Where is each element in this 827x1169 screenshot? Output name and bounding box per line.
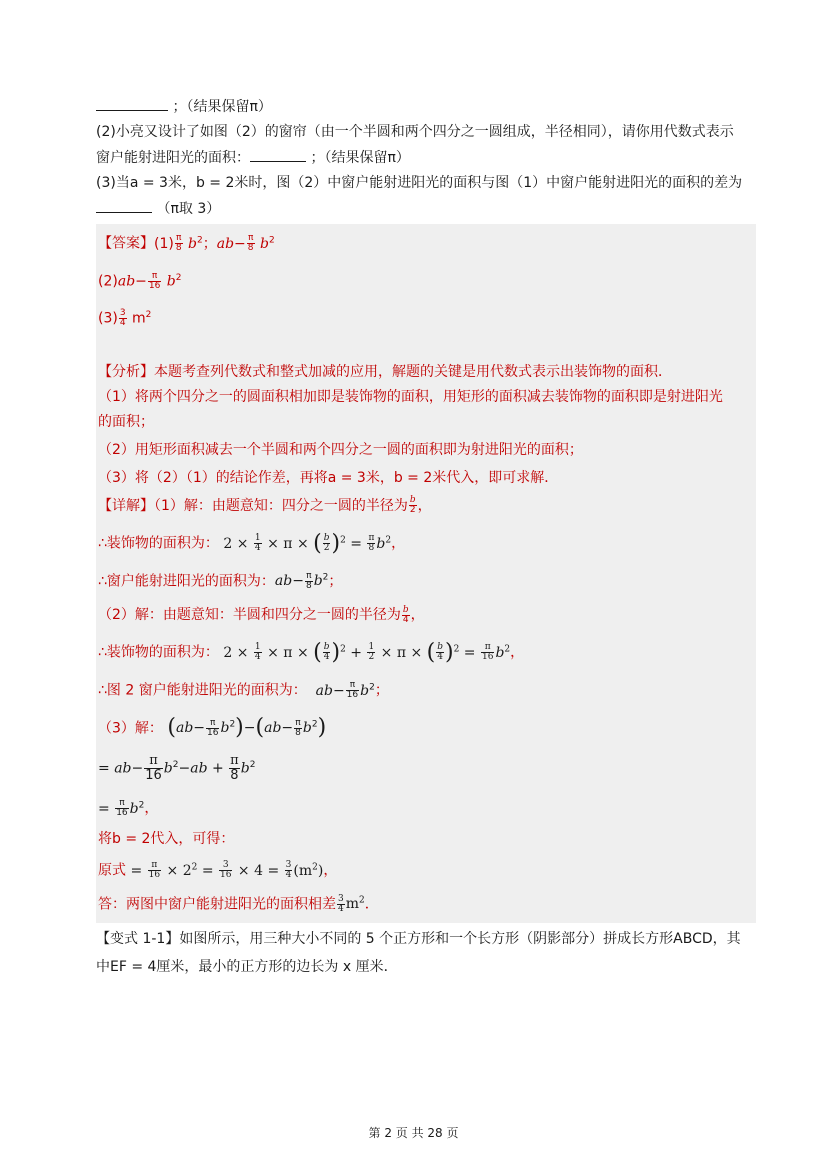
solution-box	[96, 224, 756, 923]
detail-s4: （2）解：由题意知：半圆和四分之一圆的半径为 $\frac{b}{4}$ ，	[98, 604, 425, 625]
question-line-5: （π取 3）	[96, 198, 756, 219]
detail-label: 【详解】	[98, 497, 154, 514]
detail-s6: ∴图 2 窗户能射进阳光的面积为： ab− $\frac{\pi}{16}$ $b^2$；	[98, 680, 389, 701]
detail-s9: = $\frac{\pi}{16}$ $b^2$，	[98, 798, 159, 819]
question-line-2: (2)小亮又设计了如图（2）的窗帘（由一个半圆和两个四分之一圆组成，半径相同），请你用代数式表示	[96, 124, 734, 140]
question-line-3: 窗户能射进阳光的面积： ；（结果保留π）	[96, 147, 756, 168]
detail-s2: ∴装饰物的面积为： 2 × $\frac{1}{4}$ × π × ( $\frac{b}{2}$ )$^2$ = $\frac{\pi}{8}$ $b^2$，	[98, 530, 406, 556]
detail-s7: （3）解： (ab− $\frac{\pi}{16}$ $b^2)-(ab-$ $\frac{\pi}{8}$ $b^2$)	[98, 715, 327, 741]
answer-blank	[250, 147, 306, 162]
page-footer: 第 2 页 共 28 页	[368, 1126, 459, 1140]
detail-s11: 原式 = $\frac{\pi}{16}$ × $2^2$ = $\frac{3}{16}$ × 4 = $\frac{3}{4}$ $(m^2)$，	[98, 860, 338, 881]
detail-s3: ∴窗户能射进阳光的面积为：ab− $\frac{\pi}{8}$ $b^2$；	[98, 570, 343, 591]
analysis-label: 【分析】	[98, 363, 154, 380]
detail-s5: ∴装饰物的面积为： 2 × $\frac{1}{4}$ × π × ( $\frac{b}{4}$ )$^2$ + $\frac{1}{2}$ × π × ( $\frac{b}{4}$ )$^2$ = $\frac{\pi}{16}$ $b^2$，	[98, 639, 525, 665]
answer-label: 【答案】	[98, 235, 154, 252]
answer-1-content: (1) $\frac{\pi}{8}$ $b^2$；ab− $\frac{\pi}{8}$ $b^2$	[154, 233, 275, 254]
detail-s10: 将b = 2代入，可得：	[98, 830, 235, 847]
detail-s8: = ab− $\frac{\pi}{16}$ $b^2-ab$ + $\frac{\pi}{8}$ $b^2$	[98, 753, 256, 784]
analysis-p1a: （1）将两个四分之一的圆面积相加即是装饰物的面积，用矩形的面积减去装饰物的面积即是射进阳光	[98, 388, 723, 405]
document-page	[96, 96, 756, 982]
analysis-line: 【分析】本题考查列代数式和整式加减的应用，解题的关键是用代数式表示出装饰物的面积．	[98, 363, 672, 380]
answer-2: (2)ab− $\frac{\pi}{16}$ $b^2$	[98, 270, 182, 291]
analysis-p3: （3）将（2）（1）的结论作差，再将a = 3米，b = 2米代入，即可求解．	[98, 469, 559, 486]
answer-1	[98, 230, 756, 254]
variant-line-1: 【变式 1-1】如图所示，用三种大小不同的 5 个正方形和一个长方形（阴影部分）拼成长方形ABCD，其	[96, 931, 741, 948]
detail-s1: 【详解】（1）解：由题意知：四分之一圆的半径为 $\frac{b}{2}$ ，	[98, 495, 432, 516]
answer-blank	[96, 96, 168, 111]
analysis-p2: （2）用矩形面积减去一个半圆和两个四分之一圆的面积即为射进阳光的面积；	[98, 441, 583, 458]
variant-line-2: 中EF = 4厘米，最小的正方形的边长为 x 厘米．	[96, 959, 398, 976]
variant-label: 【变式 1-1】	[96, 931, 180, 948]
detail-s12: 答：两图中窗户能射进阳光的面积相差 $\frac{3}{4}$ $m^2$．	[98, 893, 379, 914]
question-line-4: (3)当a = 3米，b = 2米时，图（2）中窗户能射进阳光的面积与图（1）中窗户能射进阳光的面积的差为	[96, 175, 743, 191]
analysis-p1b: 的面积；	[98, 413, 154, 430]
answer-blank	[96, 198, 152, 213]
answer-3: (3) $\frac{3}{4}$ $m^2$	[98, 308, 152, 329]
question-line-1: ；（结果保留π）	[96, 96, 756, 117]
